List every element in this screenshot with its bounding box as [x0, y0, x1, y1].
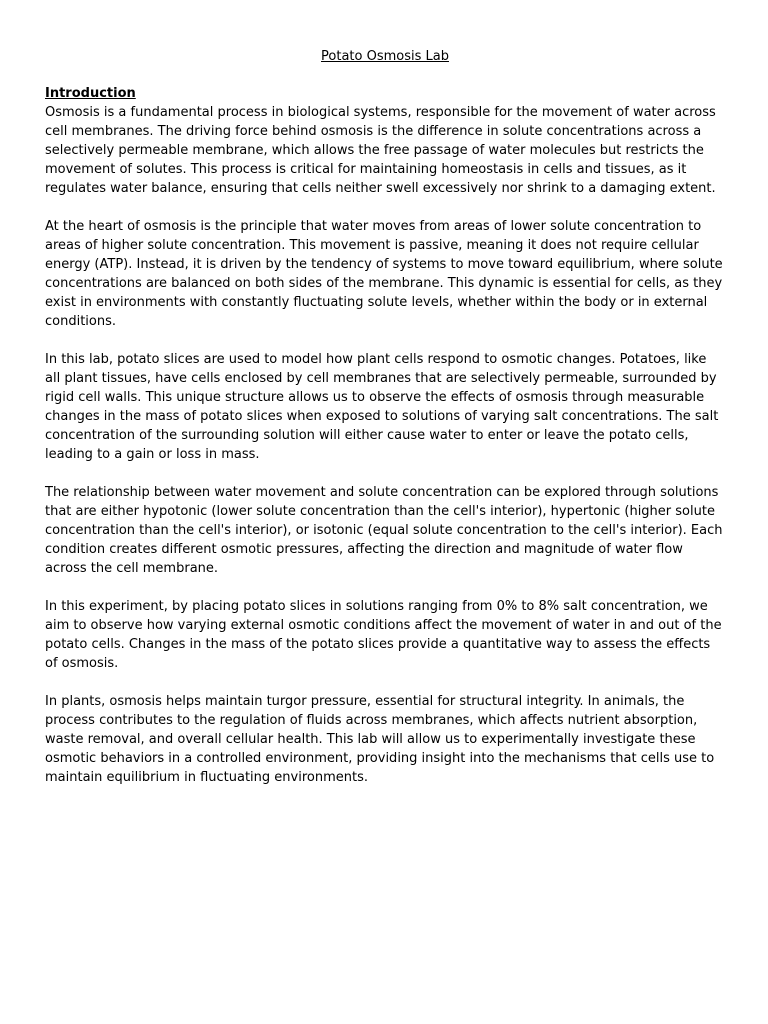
document-page — [45, 47, 725, 806]
paragraph: The relationship between water movement and solute concentration can be explored through solutions that are either hypotonic (lower solute concentration than the cell's interior), hypertonic (higher solute concentration than the cell's interior), or isotonic (equal solute concentration to the cell's interior). Each condition creates different osmotic pressures, affecting the direction and magnitude of water flow across the cell membrane. — [45, 485, 723, 576]
document-title: Potato Osmosis Lab — [321, 49, 449, 64]
paragraph: At the heart of osmosis is the principle that water moves from areas of lower solute concentration to areas of higher solute concentration. This movement is passive, meaning it does not require cellular energy (ATP). Instead, it is driven by the tendency of systems to move toward equilibrium, where solute concentrations are balanced on both sides of the membrane. This dynamic is essential for cells, as they exist in environments with constantly fluctuating solute levels, whether within the body or in external conditions. — [45, 219, 723, 329]
section-heading: Introduction — [45, 86, 136, 101]
paragraph: In this lab, potato slices are used to model how plant cells respond to osmotic changes. Potatoes, like all plant tissues, have cells enclosed by cell membranes that are selectively permeable, surrounded by rigid cell walls. This unique structure allows us to observe the effects of osmosis through measurable changes in the mass of potato slices when exposed to solutions of varying salt concentrations. The salt concentration of the surrounding solution will either cause water to enter or leave the potato cells, leading to a gain or loss in mass. — [45, 352, 719, 462]
section-introduction — [45, 84, 725, 787]
paragraph: In this experiment, by placing potato slices in solutions ranging from 0% to 8% salt concentration, we aim to observe how varying external osmotic conditions affect the movement of water in and out of the potato cells. Changes in the mass of the potato slices provide a quantitative way to assess the effects of osmosis. — [45, 599, 722, 671]
paragraph: In plants, osmosis helps maintain turgor pressure, essential for structural integrity. In animals, the process contributes to the regulation of fluids across membranes, which affects nutrient absorption, waste removal, and overall cellular health. This lab will allow us to experimentally investigate these osmotic behaviors in a controlled environment, providing insight into the mechanisms that cells use to maintain equilibrium in fluctuating environments. — [45, 694, 715, 785]
paragraph: Osmosis is a fundamental process in biological systems, responsible for the movement of water across cell membranes. The driving force behind osmosis is the difference in solute concentrations across a selectively permeable membrane, which allows the free passage of water molecules but restricts the movement of solutes. This process is critical for maintaining homeostasis in cells and tissues, as it regulates water balance, ensuring that cells neither swell excessively nor shrink to a damaging extent. — [45, 105, 716, 196]
